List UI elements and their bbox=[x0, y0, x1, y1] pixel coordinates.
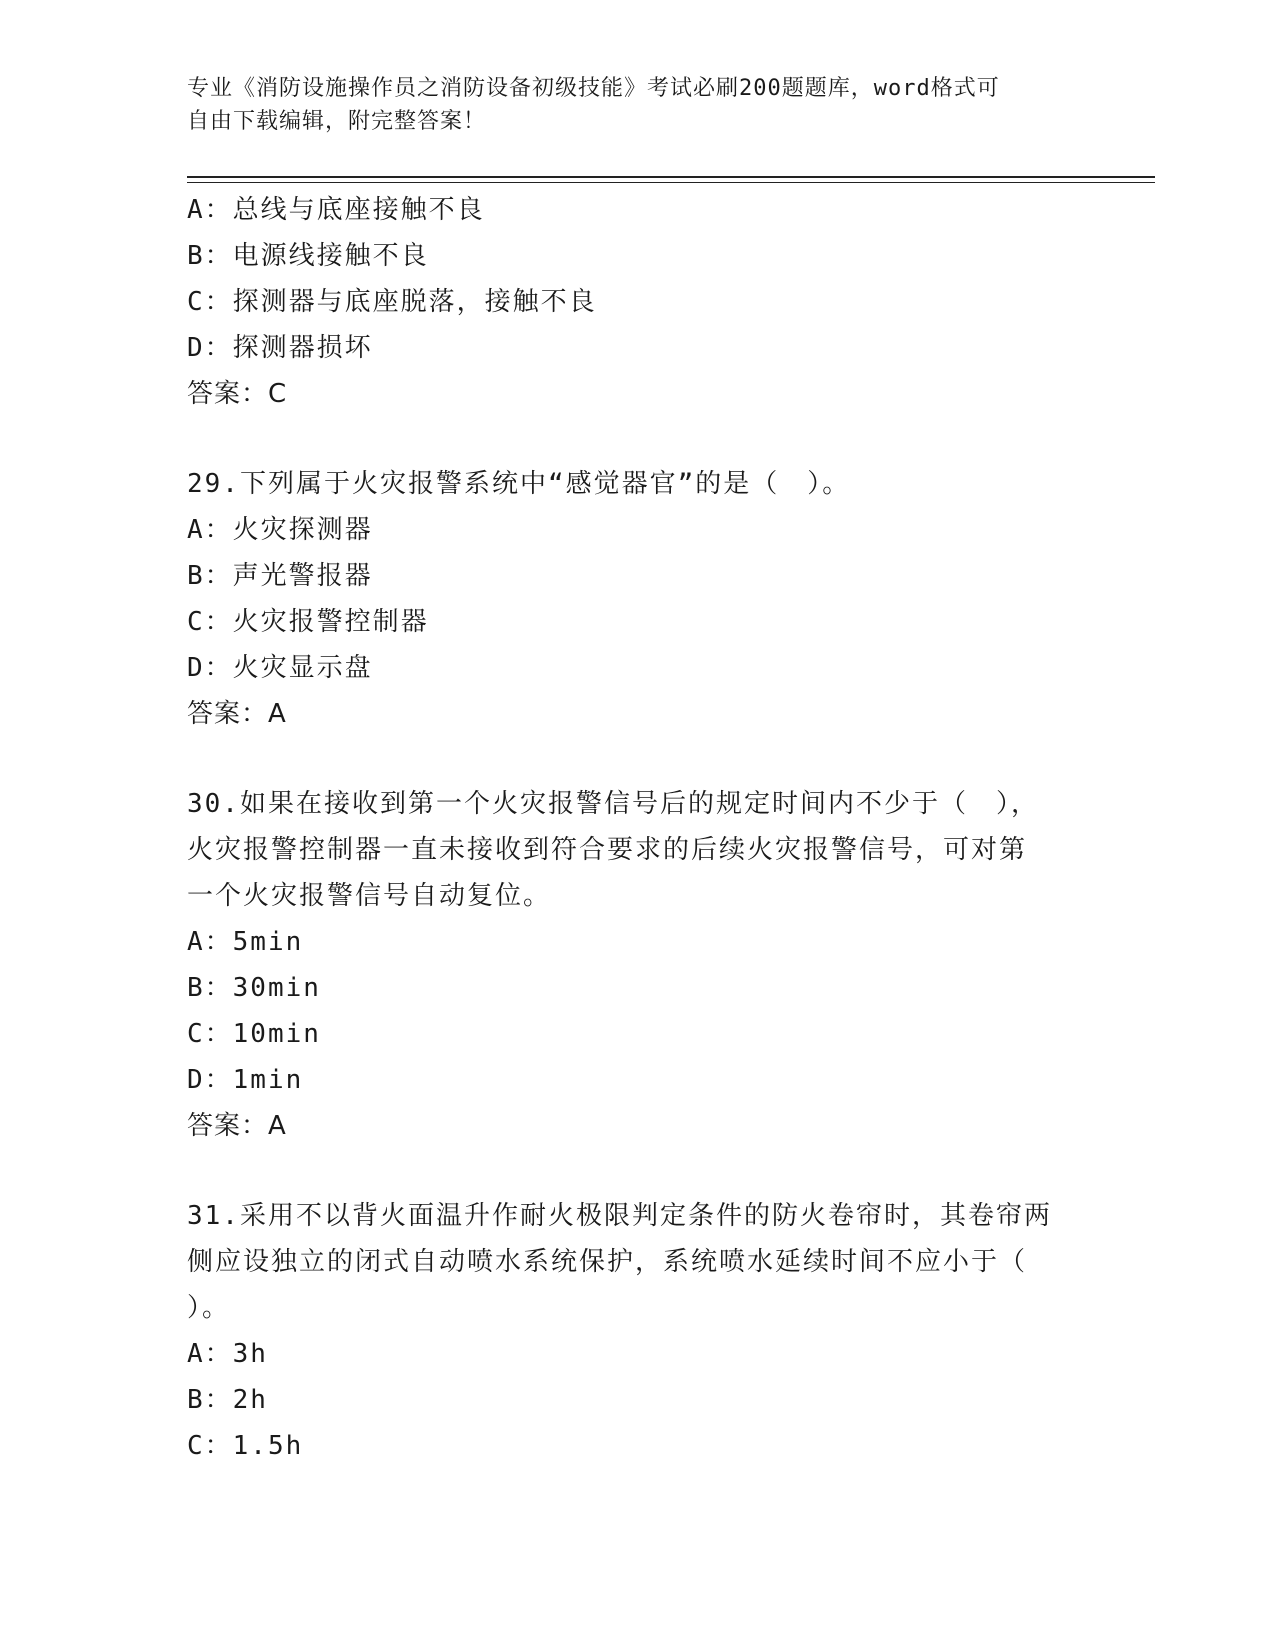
question-29 bbox=[187, 461, 1087, 737]
option-c: C：火灾报警控制器 bbox=[187, 607, 429, 637]
spacer bbox=[187, 1149, 1087, 1193]
option-c: C：10min bbox=[187, 1019, 321, 1049]
question-stem-line: ）。 bbox=[187, 1293, 231, 1323]
question-stem-line: 侧应设独立的闭式自动喷水系统保护，系统喷水延续时间不应小于（ bbox=[187, 1247, 1028, 1277]
question-28-tail bbox=[187, 187, 1087, 417]
question-stem-line: 一个火灾报警信号自动复位。 bbox=[187, 881, 552, 911]
option-c: C：1.5h bbox=[187, 1431, 304, 1461]
option-c: C：探测器与底座脱落，接触不良 bbox=[187, 287, 597, 317]
option-d: D：火灾显示盘 bbox=[187, 653, 373, 683]
answer: 答案：C bbox=[187, 379, 288, 409]
header-line-2: 自由下载编辑，附完整答案！ bbox=[187, 109, 487, 134]
option-b: B：2h bbox=[187, 1385, 268, 1415]
option-b: B：30min bbox=[187, 973, 321, 1003]
answer: 答案：A bbox=[187, 699, 287, 729]
option-a: A：总线与底座接触不良 bbox=[187, 195, 485, 225]
option-b: B：声光警报器 bbox=[187, 561, 373, 591]
question-stem-line: 30.如果在接收到第一个火灾报警信号后的规定时间内不少于（ ）， bbox=[187, 789, 1039, 819]
option-a: A：5min bbox=[187, 927, 304, 957]
header-line-1: 专业《消防设施操作员之消防设备初级技能》考试必刷200题题库，word格式可 bbox=[187, 76, 1000, 101]
header-divider-thick bbox=[187, 176, 1155, 178]
question-stem: 29.下列属于火灾报警系统中“感觉器官”的是（ ）。 bbox=[187, 469, 851, 499]
spacer bbox=[187, 737, 1087, 781]
option-a: A：火灾探测器 bbox=[187, 515, 373, 545]
question-31 bbox=[187, 1193, 1087, 1469]
option-a: A：3h bbox=[187, 1339, 268, 1369]
document-header bbox=[187, 72, 1087, 138]
question-stem-line: 火灾报警控制器一直未接收到符合要求的后续火灾报警信号，可对第 bbox=[187, 835, 1028, 865]
answer: 答案：A bbox=[187, 1111, 287, 1141]
question-stem-line: 31.采用不以背火面温升作耐火极限判定条件的防火卷帘时，其卷帘两 bbox=[187, 1201, 1052, 1231]
header-divider-thin bbox=[187, 182, 1155, 183]
spacer bbox=[187, 417, 1087, 461]
option-b: B：电源线接触不良 bbox=[187, 241, 429, 271]
option-d: D：1min bbox=[187, 1065, 304, 1095]
option-d: D：探测器损坏 bbox=[187, 333, 373, 363]
question-30 bbox=[187, 781, 1087, 1149]
question-list bbox=[187, 187, 1087, 1469]
